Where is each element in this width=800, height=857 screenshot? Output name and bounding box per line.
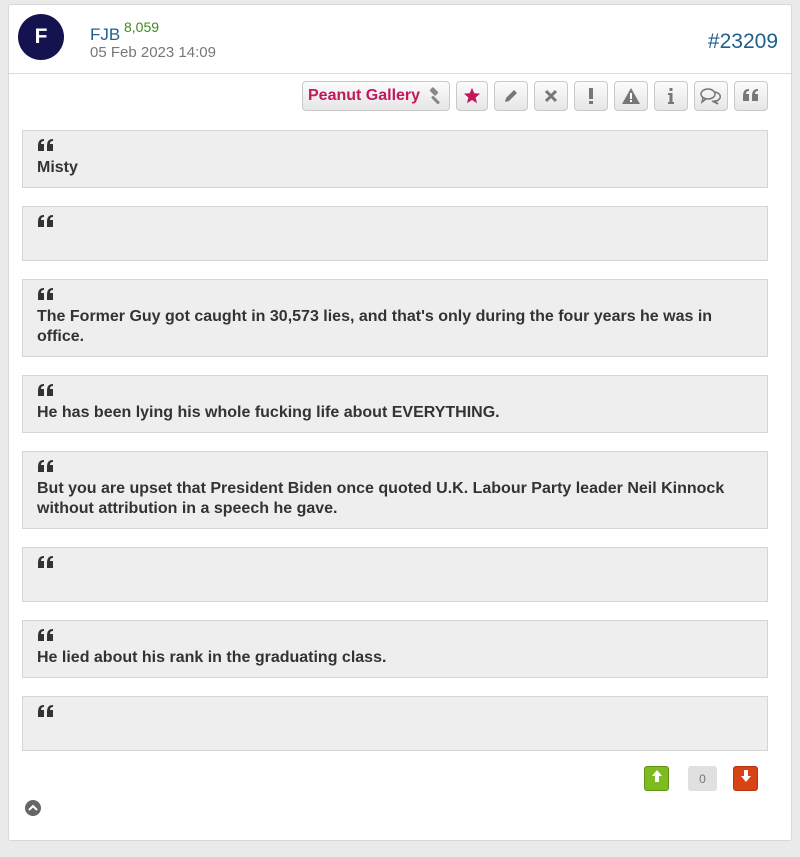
edit-button[interactable]	[494, 81, 528, 111]
close-icon	[544, 89, 558, 103]
quote-button[interactable]	[734, 81, 768, 111]
quote-icon	[37, 704, 55, 720]
post-timestamp: 05 Feb 2023 14:09	[90, 44, 216, 61]
quote-icon	[37, 555, 55, 571]
favorite-button[interactable]	[456, 81, 488, 111]
username-link[interactable]: FJB	[90, 25, 121, 44]
downvote-button[interactable]	[733, 766, 758, 791]
quote-text: But you are upset that President Biden once quoted U.K. Labour Party leader Neil Kinnock without attribution in a speech he gave.	[37, 480, 725, 517]
quote-block	[22, 620, 768, 678]
delete-button[interactable]	[534, 81, 568, 111]
reply-button[interactable]	[694, 81, 728, 111]
quote-icon	[37, 459, 55, 475]
info-icon	[667, 87, 675, 105]
chevron-up-icon	[28, 799, 38, 817]
arrow-down-icon	[740, 769, 752, 788]
quote-block	[22, 375, 768, 433]
quote-text: Misty	[37, 159, 78, 176]
gavel-icon	[425, 87, 443, 105]
post-toolbar	[302, 81, 768, 113]
post-card	[8, 4, 792, 841]
post-number-link[interactable]: #23209	[707, 30, 778, 53]
quote-block	[22, 451, 768, 529]
upvote-button[interactable]	[644, 766, 669, 791]
exclamation-icon	[587, 87, 595, 105]
vote-bar	[644, 766, 758, 791]
arrow-up-icon	[651, 769, 663, 788]
star-icon	[463, 87, 481, 105]
quote-text: The Former Guy got caught in 30,573 lies, and that's only during the four years he was in office.	[37, 308, 713, 345]
scroll-to-top-button[interactable]	[25, 800, 41, 816]
quote-icon	[37, 383, 55, 399]
avatar[interactable]: F	[18, 14, 64, 60]
group-label: Peanut Gallery	[308, 87, 421, 104]
quote-block	[22, 696, 768, 751]
quote-icon	[37, 628, 55, 644]
quote-icon	[37, 214, 55, 230]
user-points: 8,059	[124, 19, 160, 35]
quote-list	[22, 130, 768, 769]
info-button[interactable]	[654, 81, 688, 111]
warn-button[interactable]	[614, 81, 648, 111]
quote-block	[22, 279, 768, 357]
quote-icon	[37, 138, 55, 154]
quote-block	[22, 547, 768, 602]
quote-block	[22, 130, 768, 188]
quote-icon	[37, 287, 55, 303]
quote-block	[22, 206, 768, 261]
report-button[interactable]	[574, 81, 608, 111]
vote-count: 0	[688, 766, 717, 791]
quote-text: He has been lying his whole fucking life about EVERYTHING.	[37, 404, 500, 421]
warning-icon	[621, 87, 641, 105]
peanut-gallery-button[interactable]	[302, 81, 450, 111]
pencil-icon	[502, 87, 520, 105]
post-header	[9, 5, 791, 74]
comments-icon	[700, 87, 722, 105]
quote-icon	[742, 88, 760, 104]
quote-text: He lied about his rank in the graduating class.	[37, 649, 387, 666]
